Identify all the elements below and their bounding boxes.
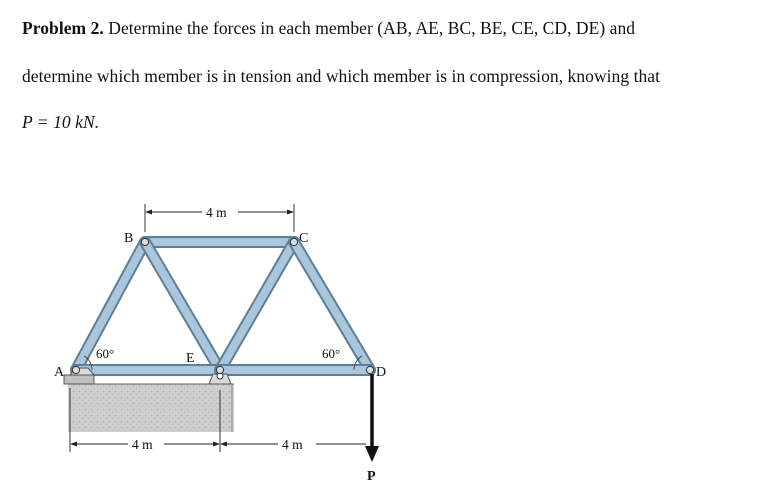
load-arrow-p [365, 374, 379, 462]
dimension-bottom-left-label: 4 m [132, 437, 153, 452]
problem-given-load: P = 10 kN. [22, 112, 100, 132]
pin-b [141, 238, 148, 245]
member-be [145, 242, 220, 370]
pin-a [72, 366, 79, 373]
problem-label: Problem 2. [22, 18, 104, 38]
problem-statement-part1: Determine the forces in each member (AB, AE, BC, BE, CE, CD, DE) and [103, 18, 636, 38]
problem-line-2: determine which member is in tension and which member is in compression, knowing that [22, 66, 661, 86]
joint-label-d: D [376, 365, 387, 380]
support-e [209, 373, 231, 384]
dimension-top-label: 4 m [206, 205, 227, 220]
joint-label-e: E [186, 351, 195, 366]
pin-c [290, 238, 297, 245]
load-label: P [367, 469, 376, 484]
joint-label-a: A [54, 365, 65, 380]
dimension-bottom-right-label: 4 m [282, 437, 303, 452]
pin-e [216, 366, 223, 373]
member-ce [220, 242, 294, 370]
joint-label-c: C [299, 231, 309, 246]
ground-support [68, 384, 234, 432]
angle-label-a: 60° [96, 346, 115, 361]
angle-label-d: 60° [322, 346, 341, 361]
joint-label-b: B [124, 231, 134, 246]
pin-d [366, 366, 373, 373]
